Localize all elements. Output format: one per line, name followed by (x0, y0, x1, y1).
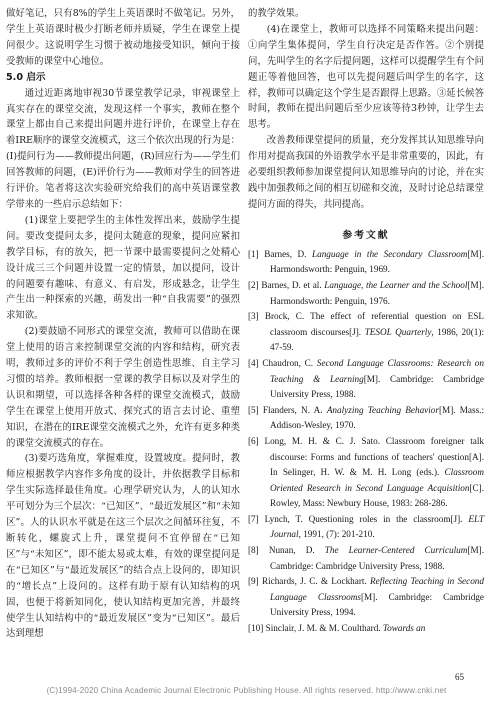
paragraph: 做好笔记，只有8%的学生上英语课时不做笔记。另外，学生上英语课时极少打断老师并质疑，学生在课堂上提问很少。这说明学生习惯于被动地接受知识，倾向于接受教师的课堂中心地位。 (6, 8, 240, 67)
paragraph: 通过近距离地审视30节课堂教学记录，审视课堂上真实存在的课堂交流，发现这样一个事实，教师在整个课堂上都由自己来提出问题并进行评价，在课堂上存在着IRE顺序的课堂交流模式，这三个依次出现的行为是：(I)提问行为——教师提出问题，(R)回应行为——学生们回答教师的问题，(E)评价行为——教师对学生的回答进行评价。笔者将这次实验研究给我们的高中英语课堂教学带来的一些启示总结如下： (6, 87, 240, 210)
reference-item (248, 247, 484, 278)
reference-number: [6] (248, 435, 265, 446)
reference-title: Language in the Secondary Classroom (312, 248, 468, 259)
reference-text: , 1986, 20(1): 47-59. (270, 326, 484, 353)
reference-item (248, 621, 484, 637)
reference-number: [3] (248, 311, 265, 322)
reference-text: Chaudron, C. (262, 357, 317, 368)
reference-text: Lynch, T. Questioning roles in the classroom[J]. (264, 513, 469, 524)
reference-item (248, 512, 484, 543)
references-heading: 参考文献 (342, 229, 390, 241)
reference-text: [M]. Harmondsworth: Penguin, 1969. (270, 248, 485, 275)
reference-text: Nunan, D. (268, 545, 325, 556)
reference-text: Long, M. H. & C. J. Sato. Classroom foreigner talk discourse: Forms and functions of teachers' question[A]. In Selinger, H. W. & M. H. Long (eds.). (264, 435, 484, 478)
reference-item (248, 434, 484, 512)
reference-item (248, 574, 484, 621)
reference-number: [2] (248, 279, 262, 290)
reference-item (248, 278, 484, 309)
reference-list (248, 247, 484, 637)
reference-item (248, 309, 484, 356)
reference-title: Analyzing Teaching Behavior (326, 404, 439, 415)
reference-text: , 1991, (7): 201-210. (298, 529, 375, 540)
reference-title: The Learner-Centered Curriculum (324, 545, 468, 556)
paragraph: (1)课堂上要把学生的主体性发挥出来，鼓励学生提问。要改变提问太多，提问太随意的现象，提问应紧扣教学目标，有的放矢，把一节课中最需要提问之处精心设计成三三个问题并设置一定的情景，加以提问，设计的问题要有趣味、有意义、有启发，形成悬念，让学生产生出一种探索的兴趣，萌发出一种“自我需要”的强烈求知欲。 (6, 214, 240, 322)
reference-number: [10] (248, 623, 266, 634)
paragraph: 的教学效果。 (248, 8, 305, 19)
reference-text: [M]. Cambridge: Cambridge University Press, 1988. (270, 545, 484, 571)
reference-number: [8] (248, 545, 269, 556)
reference-item (248, 356, 484, 403)
page-number: 65 (455, 672, 464, 682)
reference-number: [4] (248, 357, 263, 368)
right-column (248, 6, 484, 637)
reference-number: [9] (248, 576, 262, 587)
section-heading: 5.0 启示 (6, 71, 46, 83)
reference-text: Barnes, D. (264, 248, 312, 259)
reference-title: Towards an (382, 623, 426, 634)
reference-title: Language, the Learner and the School (324, 279, 468, 290)
reference-text: Richards, J. C. & Lockhart. (261, 576, 370, 587)
reference-title: TESOL Quarterly (364, 326, 432, 337)
paragraph: 改善教师课堂提问的质量，充分发挥其认知思维导向作用对提高我国的外语教学水平是非常重要的，因此，有必要组织教师参加课堂提问认知思维导向的讨论，并在实践中加强教师之间的相互切磋和交流，及时讨论总结课堂提问方面的得失，共同提高。 (248, 135, 484, 210)
paragraph: (3)要巧选角度，掌握难度，设置坡度。提问时，教师应根据教学内容作多角度的设计，并依据教学目标和学生实际选择最佳角度。心理学研究认为，人的认知水平可划分为三个层次：“已知区”、“最近发展区”和“未知区”。人的认识水平就是在这三个层次之间循环往复，不断转化，螺旋式上升，课堂提问不宜停留在“已知区”与“未知区”，即不能太易或太难，有效的课堂提问是在“已知区”与“最近发展区”的结合点上设问的，即知识的“增长点”上设问的。这样有助于原有认知结构的巩固，也便于将新知同化，使认知结构更加完善，并最终使学生认知结构中的“最近发展区”变为“已知区”。最后达到理想 (6, 453, 240, 640)
reference-title: Second Language Classrooms: Research on Teaching & Learning (270, 357, 484, 384)
reference-text: [M]. Cambridge: Cambridge University Press, 1988. (270, 373, 484, 400)
paragraph: (2)要鼓励不同形式的课堂交流，教师可以借助在课堂上使用的语言来控制课堂交流的内容和结构，研究表明，教师过多的评价不利于学生创造性思维、自主学习习惯的培养。教师根据一堂课的教学目标以及对学生的认识和期望，可以选择各种各样的课堂交流模式，鼓励学生在课堂上使用开放式、探究式的语言去讨论、重塑知识，在潜在的IRE课堂交流模式之外，允许有更多种类的课堂交流模式的存在。 (6, 326, 240, 449)
reference-text: Barnes, D. et al. (261, 279, 325, 290)
reference-title: ELT Journal (270, 513, 484, 540)
left-column (6, 6, 240, 642)
reference-text: [M]. Cambridge: Cambridge University Press, 1994. (270, 591, 484, 618)
reference-title: Reflecting Teaching in Second Language Classrooms (270, 576, 484, 602)
reference-text: [C]. Rowley, Mass: Newbury House, 1983: 268-286. (270, 482, 484, 509)
reference-number: [5] (248, 404, 263, 415)
reference-text: [M]. Harmondsworth: Penguin, 1976. (270, 279, 485, 306)
reference-title: Classroom Oriented Research in Second Language Acquisition (270, 467, 484, 493)
reference-text: Brock, C. The effect of referential question on ESL classroom discourses[J]. (264, 311, 484, 337)
reference-text: Flanders, N. A. (262, 404, 327, 415)
reference-text: [M]. Mass.: Addison-Wesley, 1970. (270, 404, 485, 431)
reference-number: [1] (248, 248, 265, 259)
reference-item (248, 403, 484, 434)
reference-number: [7] (248, 513, 265, 524)
paragraph: (4)在课堂上，教师可以选择不同策略来提出问题：①向学生集体提问，学生自行决定是否作答。②个别提问，先叫学生的名字后提问题，这样可以提醒学生有个问题正等着他回答，也可以先提问题后叫学生的名字，这样，教师可以确定这个学生是否跟得上思路。③延长候答时间，教师在提出问题后至少应该等待3秒钟，让学生去思考。 (248, 23, 484, 131)
copyright-footer: (C)1994-2020 China Academic Journal Electronic Publishing House. All rights reserved. http://www.cnki.net (46, 686, 447, 695)
reference-text: Sinclair, J. M. & M. Coulthard. (265, 623, 383, 634)
reference-item (248, 543, 484, 574)
